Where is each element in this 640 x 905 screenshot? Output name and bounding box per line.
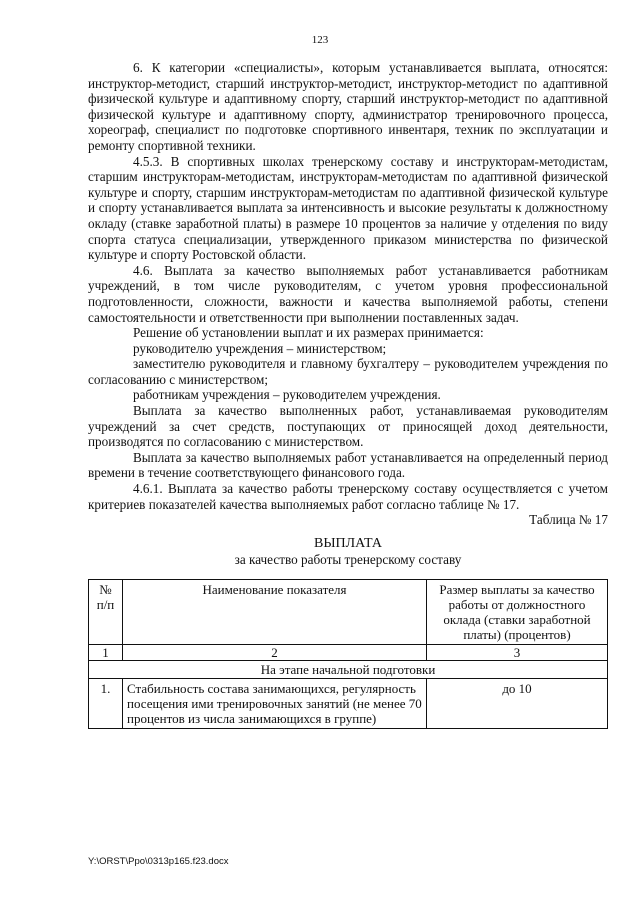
table-subtitle: за качество работы тренерскому составу — [234, 551, 462, 567]
column-number-3: 3 — [427, 644, 608, 660]
footer-file-path: Y:\ORST\Ppo\0313p165.f23.docx — [88, 856, 229, 867]
table-row — [89, 678, 608, 728]
paragraph-4-6-1: 4.6.1. Выплата за качество работы тренерскому составу осуществляется с учетом критериев показателей качества выполняемых работ согласно таблице № 17. — [88, 481, 608, 512]
paragraph-decision: Решение об установлении выплат и их размерах принимается: — [133, 325, 484, 341]
payment-table — [88, 579, 608, 729]
page-number: 123 — [311, 34, 329, 46]
column-number-1: 1 — [89, 644, 123, 660]
row-size: до 10 — [427, 678, 608, 728]
header-num: № п/п — [89, 579, 123, 644]
paragraph-specialists: 6. К категории «специалисты», которым устанавливается выплата, относятся: инструктор-методист, старший инструктор-методист, инструктор-методист по адаптивной физической культуре и адаптивному спорту, старший инструктор-методист по адаптивной физической культуре и адаптивному спорту, администратор тренировочного процесса, хореограф, специалист по подготовке спортивного инвентаря, техник по эксплуатации и ремонту спортивной техники. — [88, 60, 608, 153]
paragraph-director: руководителю учреждения – министерством; — [133, 340, 387, 356]
paragraph-4-6: 4.6. Выплата за качество выполняемых работ устанавливается работникам учреждений, в том числе руководителям, с учетом уровня профессиональной подготовленности, сложности, важности и качества выполняемой работы, степени самостоятельности и ответственности при выполнении поставленных задач. — [88, 262, 608, 325]
header-size: Размер выплаты за качество работы от должностного оклада (ставки заработной платы) (процентов) — [427, 579, 608, 644]
row-num: 1. — [89, 678, 123, 728]
section-row — [89, 660, 608, 678]
paragraph-employees: работникам учреждения – руководителем учреждения. — [133, 387, 441, 403]
paragraph-deputy: заместителю руководителя и главному бухгалтеру – руководителем учреждения по согласованию с министерством; — [88, 356, 608, 387]
section-title: На этапе начальной подготовки — [89, 660, 608, 678]
paragraph-4-5-3: 4.5.3. В спортивных школах тренерскому составу и инструкторам-методистам, старшим инструкторам-методистам, инструкторам-методистам по адаптивной физической культуре и спорту, старшим инструкторам-методистам по адаптивной физической культуре и спорту устанавливается выплата за интенсивность и высокие результаты к должностному окладу (ставке заработной платы) в размере 10 процентов за наличие у отделения по виду спорта статуса специализации, утвержденного приказом министерства по физической культуре и спорту Ростовской области. — [88, 153, 608, 263]
table-title: ВЫПЛАТА — [314, 535, 382, 551]
paragraph-period: Выплата за качество выполняемых работ устанавливается на определенный период времени в течение соответствующего финансового года. — [88, 449, 608, 481]
column-numbers-row — [89, 644, 608, 660]
paragraph-income-activity: Выплата за качество выполненных работ, устанавливаемая руководителям учреждений за счет средств, поступающих от приносящей доход деятельности, производятся по согласованию с министерством. — [88, 403, 608, 450]
table-label: Таблица № 17 — [529, 512, 608, 528]
column-number-2: 2 — [123, 644, 427, 660]
header-name: Наименование показателя — [123, 579, 427, 644]
row-name: Стабильность состава занимающихся, регулярность посещения ими тренировочных занятий (не менее 70 процентов из числа занимающихся в группе) — [123, 678, 427, 728]
document-body — [88, 60, 608, 729]
table-header-row — [89, 579, 608, 644]
